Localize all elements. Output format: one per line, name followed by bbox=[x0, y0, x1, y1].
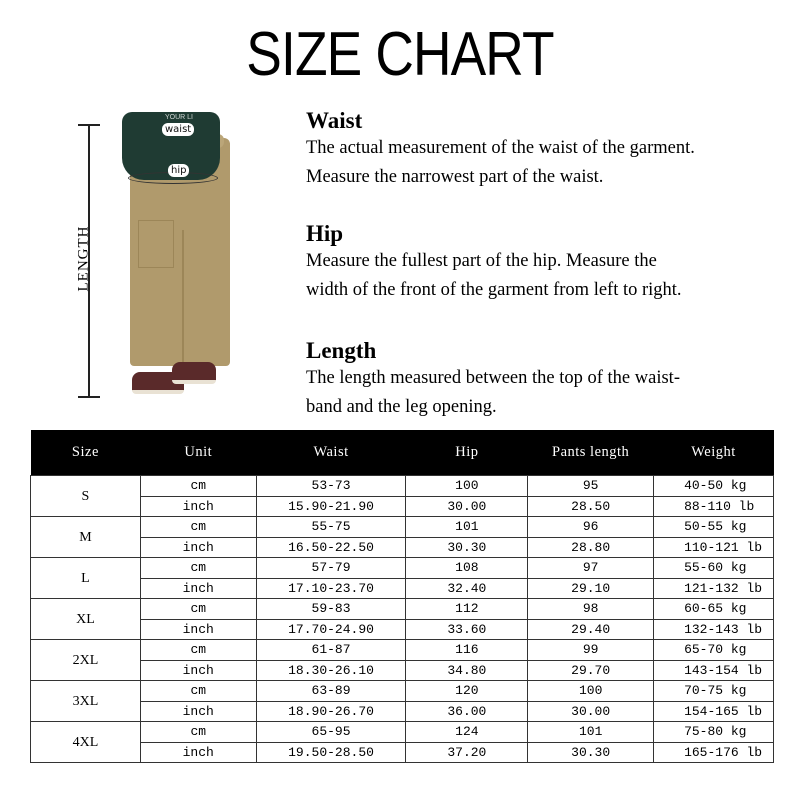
table-row bbox=[31, 517, 774, 538]
table-row bbox=[31, 496, 774, 517]
size-cell: 2XL bbox=[31, 640, 141, 681]
waist-cell: 16.50-22.50 bbox=[256, 537, 406, 558]
waist-cell: 57-79 bbox=[256, 558, 406, 579]
pants-length-cell: 100 bbox=[528, 681, 654, 702]
waist-tag: waist bbox=[162, 123, 194, 136]
table-row bbox=[31, 558, 774, 579]
size-cell: XL bbox=[31, 599, 141, 640]
length-text-line2: band and the leg opening. bbox=[306, 397, 497, 417]
waist-cell: 53-73 bbox=[256, 476, 406, 497]
hip-cell: 112 bbox=[406, 599, 528, 620]
hip-text-line1: Measure the fullest part of the hip. Measure the bbox=[306, 251, 657, 271]
length-label: LENGTH bbox=[75, 225, 92, 292]
table-row bbox=[31, 722, 774, 743]
pants-length-cell: 95 bbox=[528, 476, 654, 497]
unit-cell: inch bbox=[140, 578, 256, 599]
size-cell: L bbox=[31, 558, 141, 599]
size-cell: M bbox=[31, 517, 141, 558]
weight-cell: 154-165 lb bbox=[654, 701, 774, 722]
unit-cell: cm bbox=[140, 640, 256, 661]
weight-cell: 70-75 kg bbox=[654, 681, 774, 702]
hip-tag: hip bbox=[168, 164, 189, 177]
pants-length-cell: 98 bbox=[528, 599, 654, 620]
pants-length-cell: 29.40 bbox=[528, 619, 654, 640]
table-row bbox=[31, 701, 774, 722]
table-row bbox=[31, 681, 774, 702]
waist-description bbox=[306, 108, 695, 192]
hip-cell: 124 bbox=[406, 722, 528, 743]
header-pants-length: Pants length bbox=[528, 430, 654, 476]
waist-cell: 18.90-26.70 bbox=[256, 701, 406, 722]
waist-text-line1: The actual measurement of the waist of the garment. bbox=[306, 138, 695, 158]
unit-cell: cm bbox=[140, 599, 256, 620]
weight-cell: 40-50 kg bbox=[654, 476, 774, 497]
waist-cell: 61-87 bbox=[256, 640, 406, 661]
table-header-row bbox=[31, 430, 774, 476]
unit-cell: inch bbox=[140, 742, 256, 763]
pants-length-cell: 29.70 bbox=[528, 660, 654, 681]
waist-text-line2: Measure the narrowest part of the waist. bbox=[306, 167, 604, 187]
waist-cell: 65-95 bbox=[256, 722, 406, 743]
unit-cell: inch bbox=[140, 537, 256, 558]
unit-cell: inch bbox=[140, 496, 256, 517]
waist-cell: 55-75 bbox=[256, 517, 406, 538]
hip-cell: 30.00 bbox=[406, 496, 528, 517]
pants-figure bbox=[30, 110, 290, 410]
pants-leg-split bbox=[182, 230, 184, 368]
length-description bbox=[306, 338, 680, 422]
unit-cell: cm bbox=[140, 722, 256, 743]
unit-cell: cm bbox=[140, 558, 256, 579]
weight-cell: 110-121 lb bbox=[654, 537, 774, 558]
weight-cell: 143-154 lb bbox=[654, 660, 774, 681]
size-cell: 4XL bbox=[31, 722, 141, 763]
table-row bbox=[31, 640, 774, 661]
pants-length-cell: 29.10 bbox=[528, 578, 654, 599]
weight-cell: 60-65 kg bbox=[654, 599, 774, 620]
hip-cell: 37.20 bbox=[406, 742, 528, 763]
unit-cell: cm bbox=[140, 517, 256, 538]
hip-cell: 34.80 bbox=[406, 660, 528, 681]
waist-cell: 17.70-24.90 bbox=[256, 619, 406, 640]
pants-length-cell: 97 bbox=[528, 558, 654, 579]
table-row bbox=[31, 476, 774, 497]
table-row bbox=[31, 619, 774, 640]
hip-cell: 33.60 bbox=[406, 619, 528, 640]
hip-cell: 100 bbox=[406, 476, 528, 497]
shoe-right bbox=[172, 362, 216, 384]
waist-cell: 63-89 bbox=[256, 681, 406, 702]
weight-cell: 75-80 kg bbox=[654, 722, 774, 743]
header-weight: Weight bbox=[654, 430, 774, 476]
pants-length-cell: 28.50 bbox=[528, 496, 654, 517]
hip-heading: Hip bbox=[306, 221, 344, 246]
table-row bbox=[31, 578, 774, 599]
pants-length-cell: 30.30 bbox=[528, 742, 654, 763]
size-table bbox=[30, 430, 774, 763]
header-size: Size bbox=[31, 430, 141, 476]
header-waist: Waist bbox=[256, 430, 406, 476]
waist-cell: 18.30-26.10 bbox=[256, 660, 406, 681]
weight-cell: 50-55 kg bbox=[654, 517, 774, 538]
unit-cell: cm bbox=[140, 681, 256, 702]
unit-cell: inch bbox=[140, 619, 256, 640]
hip-cell: 36.00 bbox=[406, 701, 528, 722]
length-text-line1: The length measured between the top of the waist- bbox=[306, 368, 680, 388]
pants-pocket bbox=[138, 220, 174, 268]
table-row bbox=[31, 537, 774, 558]
length-bar-cap-bottom bbox=[78, 396, 100, 398]
weight-cell: 165-176 lb bbox=[654, 742, 774, 763]
unit-cell: inch bbox=[140, 660, 256, 681]
waist-cell: 59-83 bbox=[256, 599, 406, 620]
page-title: SIZE CHART bbox=[246, 20, 554, 89]
size-cell: S bbox=[31, 476, 141, 517]
waist-cell: 19.50-28.50 bbox=[256, 742, 406, 763]
table-row bbox=[31, 660, 774, 681]
hip-cell: 32.40 bbox=[406, 578, 528, 599]
pants-length-cell: 28.80 bbox=[528, 537, 654, 558]
hip-cell: 120 bbox=[406, 681, 528, 702]
hip-cell: 30.30 bbox=[406, 537, 528, 558]
hip-cell: 116 bbox=[406, 640, 528, 661]
pants-length-cell: 99 bbox=[528, 640, 654, 661]
length-heading: Length bbox=[306, 338, 377, 363]
waist-heading: Waist bbox=[306, 108, 363, 133]
header-unit: Unit bbox=[140, 430, 256, 476]
unit-cell: cm bbox=[140, 476, 256, 497]
size-cell: 3XL bbox=[31, 681, 141, 722]
hip-text-line2: width of the front of the garment from left to right. bbox=[306, 280, 682, 300]
weight-cell: 132-143 lb bbox=[654, 619, 774, 640]
waist-cell: 17.10-23.70 bbox=[256, 578, 406, 599]
waist-cell: 15.90-21.90 bbox=[256, 496, 406, 517]
weight-cell: 121-132 lb bbox=[654, 578, 774, 599]
hip-cell: 108 bbox=[406, 558, 528, 579]
table-row bbox=[31, 599, 774, 620]
hip-cell: 101 bbox=[406, 517, 528, 538]
hip-description bbox=[306, 221, 682, 305]
header-hip: Hip bbox=[406, 430, 528, 476]
weight-cell: 88-110 lb bbox=[654, 496, 774, 517]
pants-length-cell: 101 bbox=[528, 722, 654, 743]
weight-cell: 65-70 kg bbox=[654, 640, 774, 661]
table-row bbox=[31, 742, 774, 763]
sweater-print: YOUR LI bbox=[165, 114, 194, 121]
unit-cell: inch bbox=[140, 701, 256, 722]
pants-length-cell: 30.00 bbox=[528, 701, 654, 722]
pants-length-cell: 96 bbox=[528, 517, 654, 538]
weight-cell: 55-60 kg bbox=[654, 558, 774, 579]
